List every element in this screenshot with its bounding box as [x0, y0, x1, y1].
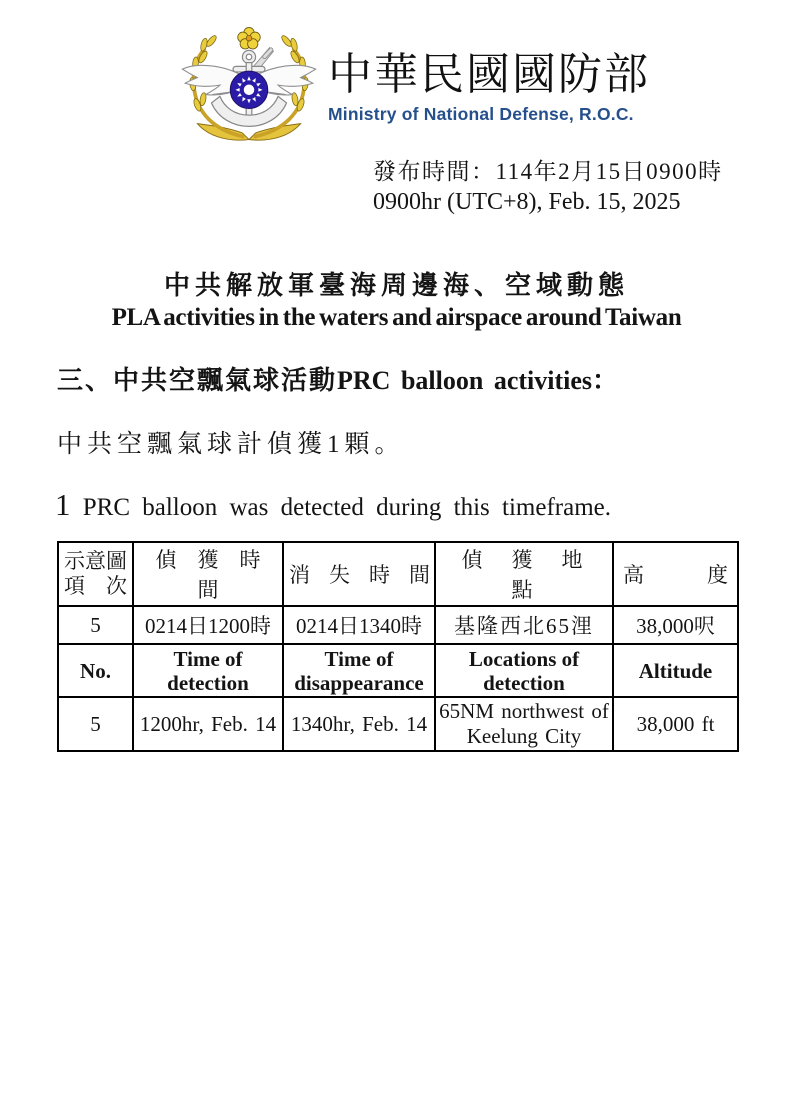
- header-en-detect: Time of detection: [133, 644, 283, 697]
- section-heading: [57, 364, 618, 398]
- header-zh-no: 示意圖 項 次: [58, 542, 133, 606]
- document-title-en: PLA activities in the waters and airspace around Taiwan: [111, 304, 682, 331]
- cell-en-disappear: 1340hr, Feb. 14: [283, 697, 435, 751]
- table-row-en: [58, 697, 738, 751]
- cell-zh-disappear: 0214日1340時: [283, 606, 435, 644]
- masthead-text: [328, 49, 650, 125]
- cell-en-location: 65NM northwest of Keelung City: [435, 697, 613, 751]
- header-en-no: No.: [58, 644, 133, 697]
- document-title: [0, 270, 793, 333]
- header-en-disappear: Time of disappearance: [283, 644, 435, 697]
- summary-zh: 中共空飄氣球計偵獲1顆。: [57, 431, 405, 458]
- ministry-name-zh: 中華民國國防部: [328, 50, 650, 99]
- release-time-block: [373, 156, 723, 218]
- mnd-emblem-icon: [178, 26, 320, 148]
- header-en-location: Locations of detection: [435, 644, 613, 697]
- summary-en: [55, 487, 611, 526]
- cell-zh-location: 基隆西北65浬: [435, 606, 613, 644]
- header-zh-disappear: 消 失 時 間: [283, 542, 435, 606]
- header-zh-detect: 偵 獲 時 間: [133, 542, 283, 606]
- cell-zh-altitude: 38,000呎: [613, 606, 738, 644]
- masthead: [178, 26, 650, 148]
- section-heading-zh: 三、中共空飄氣球活動: [57, 366, 338, 395]
- balloon-activity-table: [57, 541, 739, 752]
- cell-en-altitude: 38,000 ft: [613, 697, 738, 751]
- header-zh-location: 偵 獲 地 點: [435, 542, 613, 606]
- table-header-zh: [58, 542, 738, 606]
- cell-zh-no: 5: [58, 606, 133, 644]
- release-time-en: 0900hr (UTC+8), Feb. 15, 2025: [373, 189, 681, 215]
- cell-en-detect: 1200hr, Feb. 14: [133, 697, 283, 751]
- section-heading-en: PRC balloon activities：: [337, 366, 619, 395]
- summary-count: 1: [55, 487, 71, 522]
- table-row-zh: [58, 606, 738, 644]
- ministry-name-en: Ministry of National Defense, R.O.C.: [328, 104, 634, 124]
- release-time-zh: 發布時間：114年2月15日0900時: [373, 159, 723, 184]
- cell-zh-detect: 0214日1200時: [133, 606, 283, 644]
- table-header-en: [58, 644, 738, 697]
- header-zh-altitude: 高 度: [613, 542, 738, 606]
- summary-en-text: PRC balloon was detected during this timeframe.: [82, 494, 612, 521]
- document-title-zh: 中共解放軍臺海周邊海、空域動態: [163, 271, 629, 300]
- header-en-altitude: Altitude: [613, 644, 738, 697]
- cell-en-no: 5: [58, 697, 133, 751]
